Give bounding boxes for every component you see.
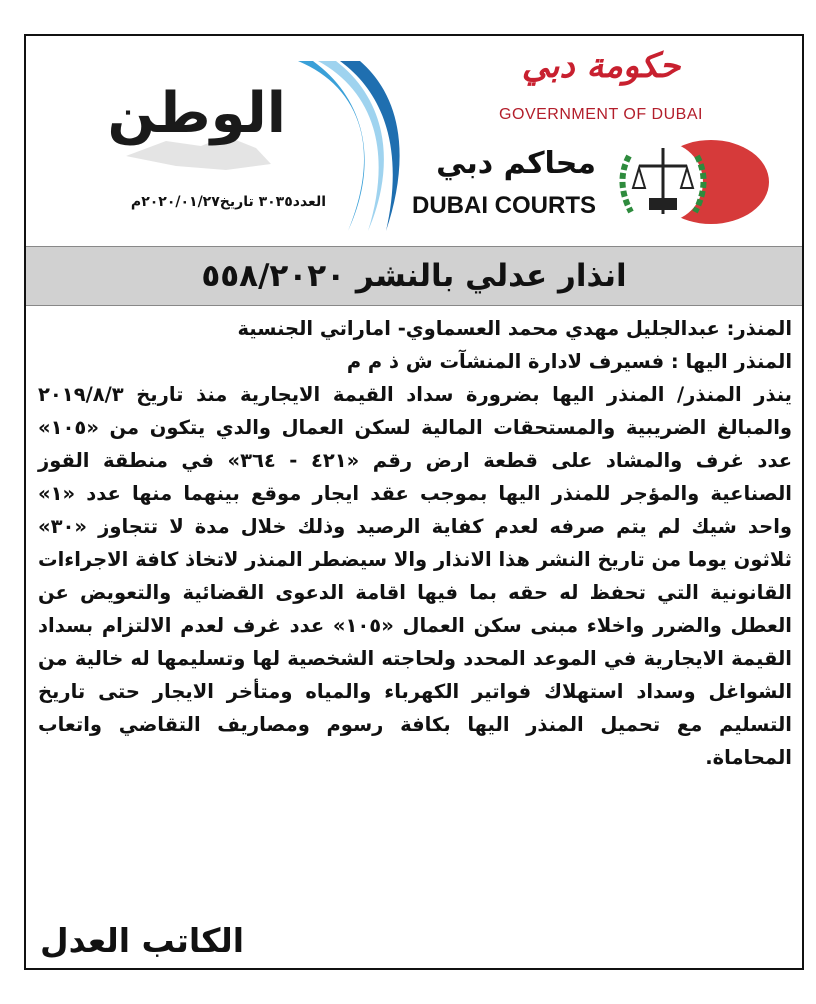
- notified-line: المنذر اليها : فسيرف لادارة المنشآت ش ذ م م: [346, 350, 792, 373]
- dubai-courts-emblem-icon: [601, 136, 771, 228]
- notifier-line: المنذر: عبدالجليل مهدي محمد العسماوي- اماراتي الجنسية: [237, 317, 792, 340]
- notice-body: [38, 312, 792, 774]
- courts-name-en: DUBAI COURTS: [412, 192, 596, 219]
- header: [26, 36, 802, 246]
- notice-title-bar: [26, 246, 802, 306]
- notice-frame: [24, 34, 804, 970]
- issue-date-line: العدد٣٠٣٥ تاريخ٢٠٢٠/٠١/٢٧م: [130, 194, 326, 210]
- notice-title: انذار عدلي بالنشر ٥٥٨/٢٠٢٠: [201, 258, 627, 294]
- newspaper-name: الوطن: [107, 81, 286, 146]
- courts-name-ar: محاكم دبي: [436, 146, 596, 181]
- notice-paragraph: ينذر المنذر/ المنذر اليها بضرورة سداد القيمة الايجارية منذ تاريخ ٢٠١٩/٨/٣ والمبالغ الضريبية والمستحقات المالية لسكن العمال والدي يتكون من «١٠٥» عدد غرف والمشاد على قطعة ارض رقم «٤٢١ - ٣٦٤» في منطقة القوز الصناعية والمؤجر للمنذر اليها بموجب عقد ايجار موقع بينهما منها عدد «١» واحد شيك لم يتم صرفه لعدم كفاية الرصيد وذلك خلال مدة لا تتجاوز «٣٠» ثلاثون يوما من تاريخ النشر هذا الانذار والا سيضطر المنذر لاتخاذ كافة الاجراءات القانونية التي تحفظ له حقه بما فيها اقامة الدعوى القضائية والتعويض عن العطل والضرر واخلاء مبنى سكن العمال «١٠٥» عدد غرف لعدم الالتزام بسداد القيمة الايجارية في الموعد المحدد ولحاجته الشخصية لها وتسليمها له خالية من الشواغل وسداد استهلاك فواتير الكهرباء والمياه ومتأخر الايجار حتى تاريخ التسليم مع تحميل المنذر اليها بكافة رسوم ومصاريف التقاضي واتعاب المحاماة.: [38, 383, 793, 769]
- government-name-ar: حكومة دبي: [521, 46, 681, 86]
- notary-signature: الكاتب العدل: [40, 921, 245, 960]
- newspaper-logo: [106, 81, 286, 186]
- government-name-en: GOVERNMENT OF DUBAI: [499, 106, 703, 123]
